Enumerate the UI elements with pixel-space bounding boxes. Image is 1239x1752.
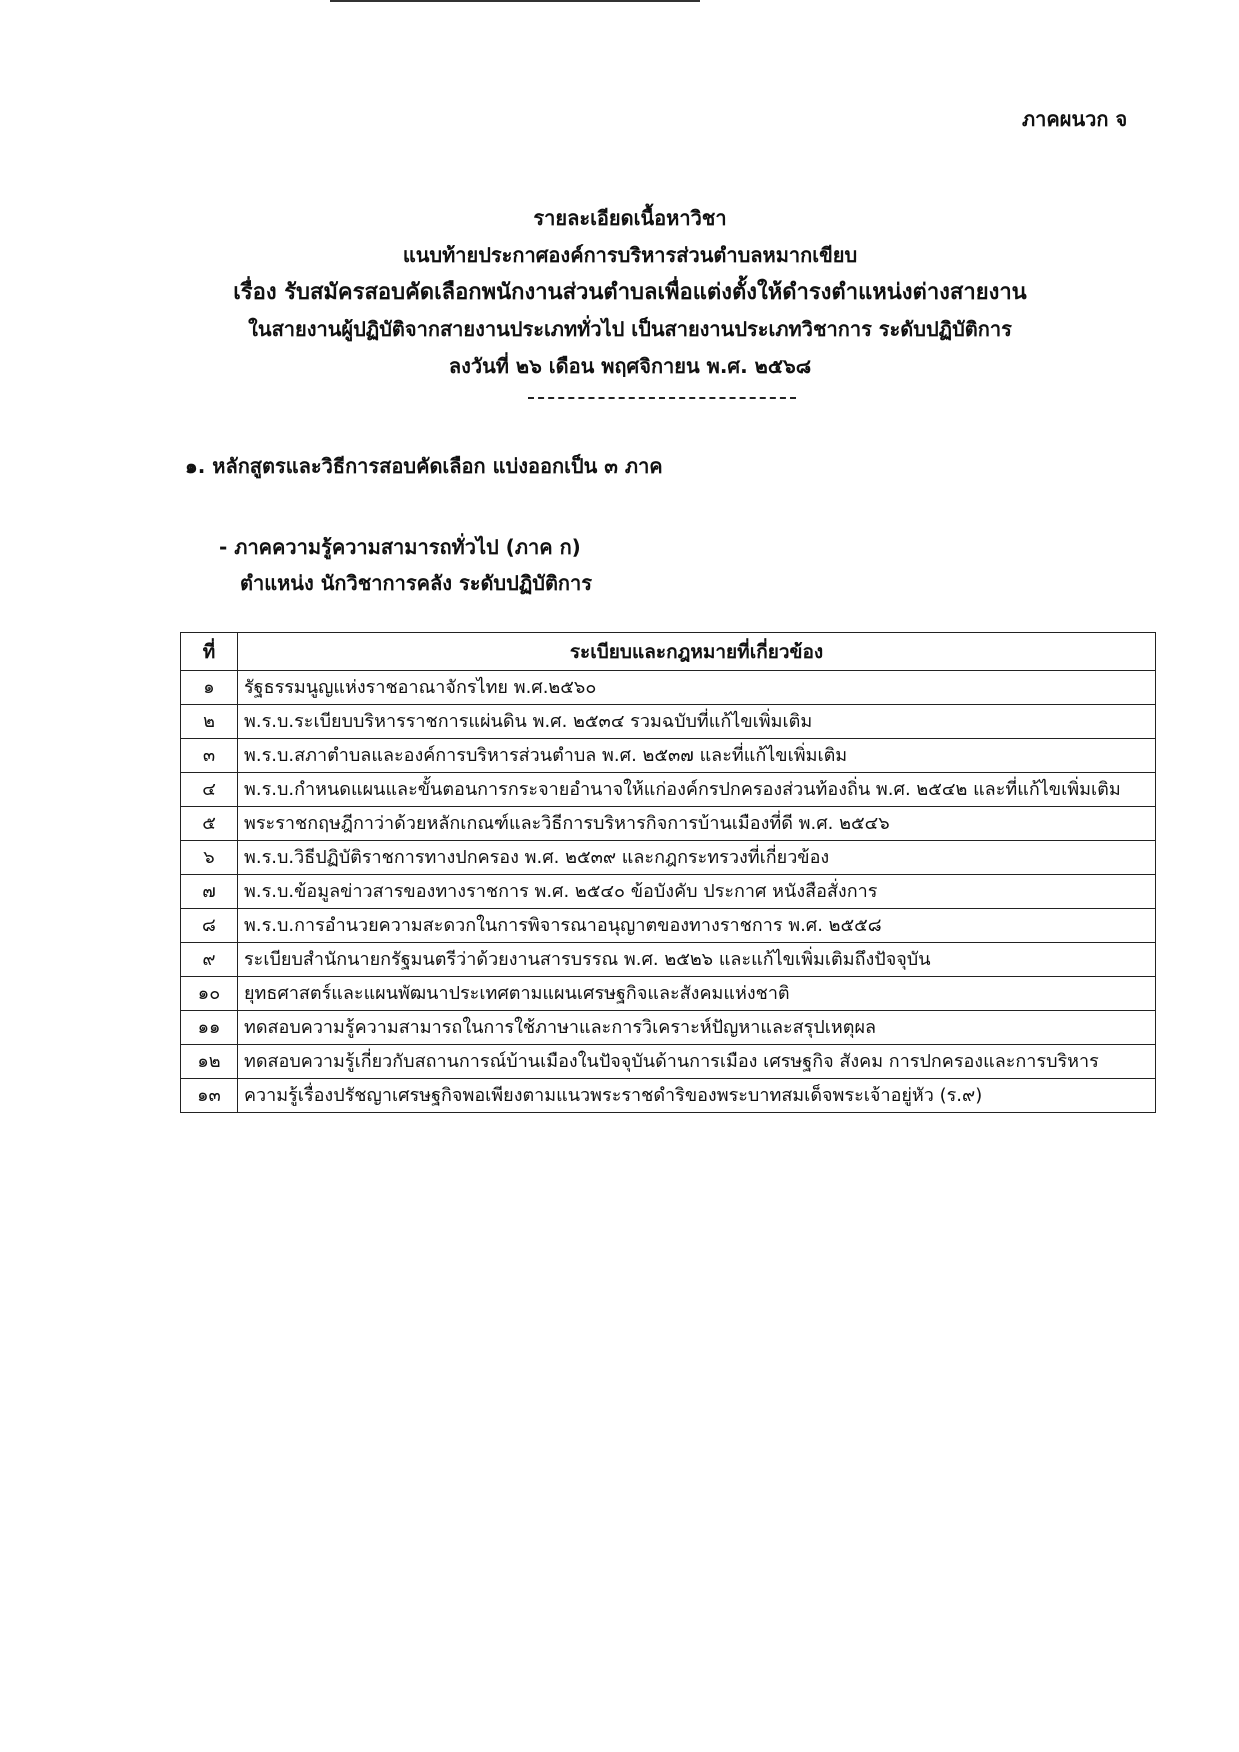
table-row	[181, 841, 1156, 875]
row-text: พ.ร.บ.สภาตำบลและองค์การบริหารส่วนตำบล พ.ศ. ๒๕๓๗ และที่แก้ไขเพิ่มเติม	[238, 739, 1156, 773]
row-number: ๑๐	[181, 977, 238, 1011]
table-row	[181, 807, 1156, 841]
table-row	[181, 1045, 1156, 1079]
row-number: ๔	[181, 773, 238, 807]
row-number: ๑๓	[181, 1079, 238, 1113]
row-text: ความรู้เรื่องปรัชญาเศรษฐกิจพอเพียงตามแนวพระราชดำริของพระบาทสมเด็จพระเจ้าอยู่หัว (ร.๙)	[238, 1079, 1156, 1113]
row-text: พระราชกฤษฎีกาว่าด้วยหลักเกณฑ์และวิธีการบริหารกิจการบ้านเมืองที่ดี พ.ศ. ๒๕๔๖	[238, 807, 1156, 841]
position-line: ตำแหน่ง นักวิชาการคลัง ระดับปฏิบัติการ	[240, 571, 593, 595]
row-text: รัฐธรรมนูญแห่งราชอาณาจักรไทย พ.ศ.๒๕๖๐	[238, 671, 1156, 705]
table-row	[181, 1011, 1156, 1045]
column-header-regulation: ระเบียบและกฎหมายที่เกี่ยวข้อง	[238, 633, 1156, 671]
table-row	[181, 909, 1156, 943]
row-text: พ.ร.บ.ข้อมูลข่าวสารของทางราชการ พ.ศ. ๒๕๔๐ ข้อบังคับ ประกาศ หนังสือสั่งการ	[238, 875, 1156, 909]
header-line-5: ลงวันที่ ๒๖ เดือน พฤศจิกายน พ.ศ. ๒๕๖๘	[448, 354, 812, 378]
section-title: ๑. หลักสูตรและวิธีการสอบคัดเลือก แบ่งออกเป็น ๓ ภาค	[185, 454, 663, 478]
row-text: ทดสอบความรู้เกี่ยวกับสถานการณ์บ้านเมืองในปัจจุบันด้านการเมือง เศรษฐกิจ สังคม การปกครองและการบริหาร	[238, 1045, 1156, 1079]
header-line-1: รายละเอียดเนื้อหาวิชา	[533, 206, 727, 230]
table-row	[181, 705, 1156, 739]
row-number: ๑๒	[181, 1045, 238, 1079]
laws-table	[180, 632, 1156, 1113]
table-header-row	[181, 633, 1156, 671]
row-number: ๓	[181, 739, 238, 773]
row-text: พ.ร.บ.วิธีปฏิบัติราชการทางปกครอง พ.ศ. ๒๕๓๙ และกฎกระทรวงที่เกี่ยวข้อง	[238, 841, 1156, 875]
row-number: ๖	[181, 841, 238, 875]
header-divider	[528, 397, 796, 399]
document-header	[180, 200, 1080, 385]
row-number: ๕	[181, 807, 238, 841]
scan-edge-line	[330, 0, 700, 2]
row-text: พ.ร.บ.ระเบียบบริหารราชการแผ่นดิน พ.ศ. ๒๕๓๔ รวมฉบับที่แก้ไขเพิ่มเติม	[238, 705, 1156, 739]
header-line-3: เรื่อง รับสมัครสอบคัดเลือกพนักงานส่วนตำบลเพื่อแต่งตั้งให้ดำรงตำแหน่งต่างสายงาน	[233, 280, 1027, 305]
row-number: ๑๑	[181, 1011, 238, 1045]
table-row	[181, 875, 1156, 909]
header-line-2: แนบท้ายประกาศองค์การบริหารส่วนตำบลหมากเขียบ	[402, 243, 858, 267]
annex-label: ภาคผนวก จ	[1022, 107, 1128, 131]
table-row	[181, 739, 1156, 773]
row-text: ระเบียบสำนักนายกรัฐมนตรีว่าด้วยงานสารบรรณ พ.ศ. ๒๕๒๖ และแก้ไขเพิ่มเติมถึงปัจจุบัน	[238, 943, 1156, 977]
table-row	[181, 1079, 1156, 1113]
row-number: ๑	[181, 671, 238, 705]
table-row	[181, 977, 1156, 1011]
header-line-4: ในสายงานผู้ปฏิบัติจากสายงานประเภททั่วไป เป็นสายงานประเภทวิชาการ ระดับปฏิบัติการ	[248, 317, 1012, 341]
row-text: ทดสอบความรู้ความสามารถในการใช้ภาษาและการวิเคราะห์ปัญหาและสรุปเหตุผล	[238, 1011, 1156, 1045]
row-number: ๒	[181, 705, 238, 739]
column-header-no: ที่	[181, 633, 238, 671]
table-row	[181, 773, 1156, 807]
row-number: ๘	[181, 909, 238, 943]
row-number: ๙	[181, 943, 238, 977]
table-row	[181, 671, 1156, 705]
row-text: พ.ร.บ.กำหนดแผนและขั้นตอนการกระจายอำนาจให้แก่องค์กรปกครองส่วนท้องถิ่น พ.ศ. ๒๕๔๒ และที่แก้ไขเพิ่มเติม	[238, 773, 1156, 807]
row-text: ยุทธศาสตร์และแผนพัฒนาประเทศตามแผนเศรษฐกิจและสังคมแห่งชาติ	[238, 977, 1156, 1011]
row-text: พ.ร.บ.การอำนวยความสะดวกในการพิจารณาอนุญาตของทางราชการ พ.ศ. ๒๕๕๘	[238, 909, 1156, 943]
row-number: ๗	[181, 875, 238, 909]
table-row	[181, 943, 1156, 977]
section-subtitle: - ภาคความรู้ความสามารถทั่วไป (ภาค ก)	[219, 535, 581, 559]
